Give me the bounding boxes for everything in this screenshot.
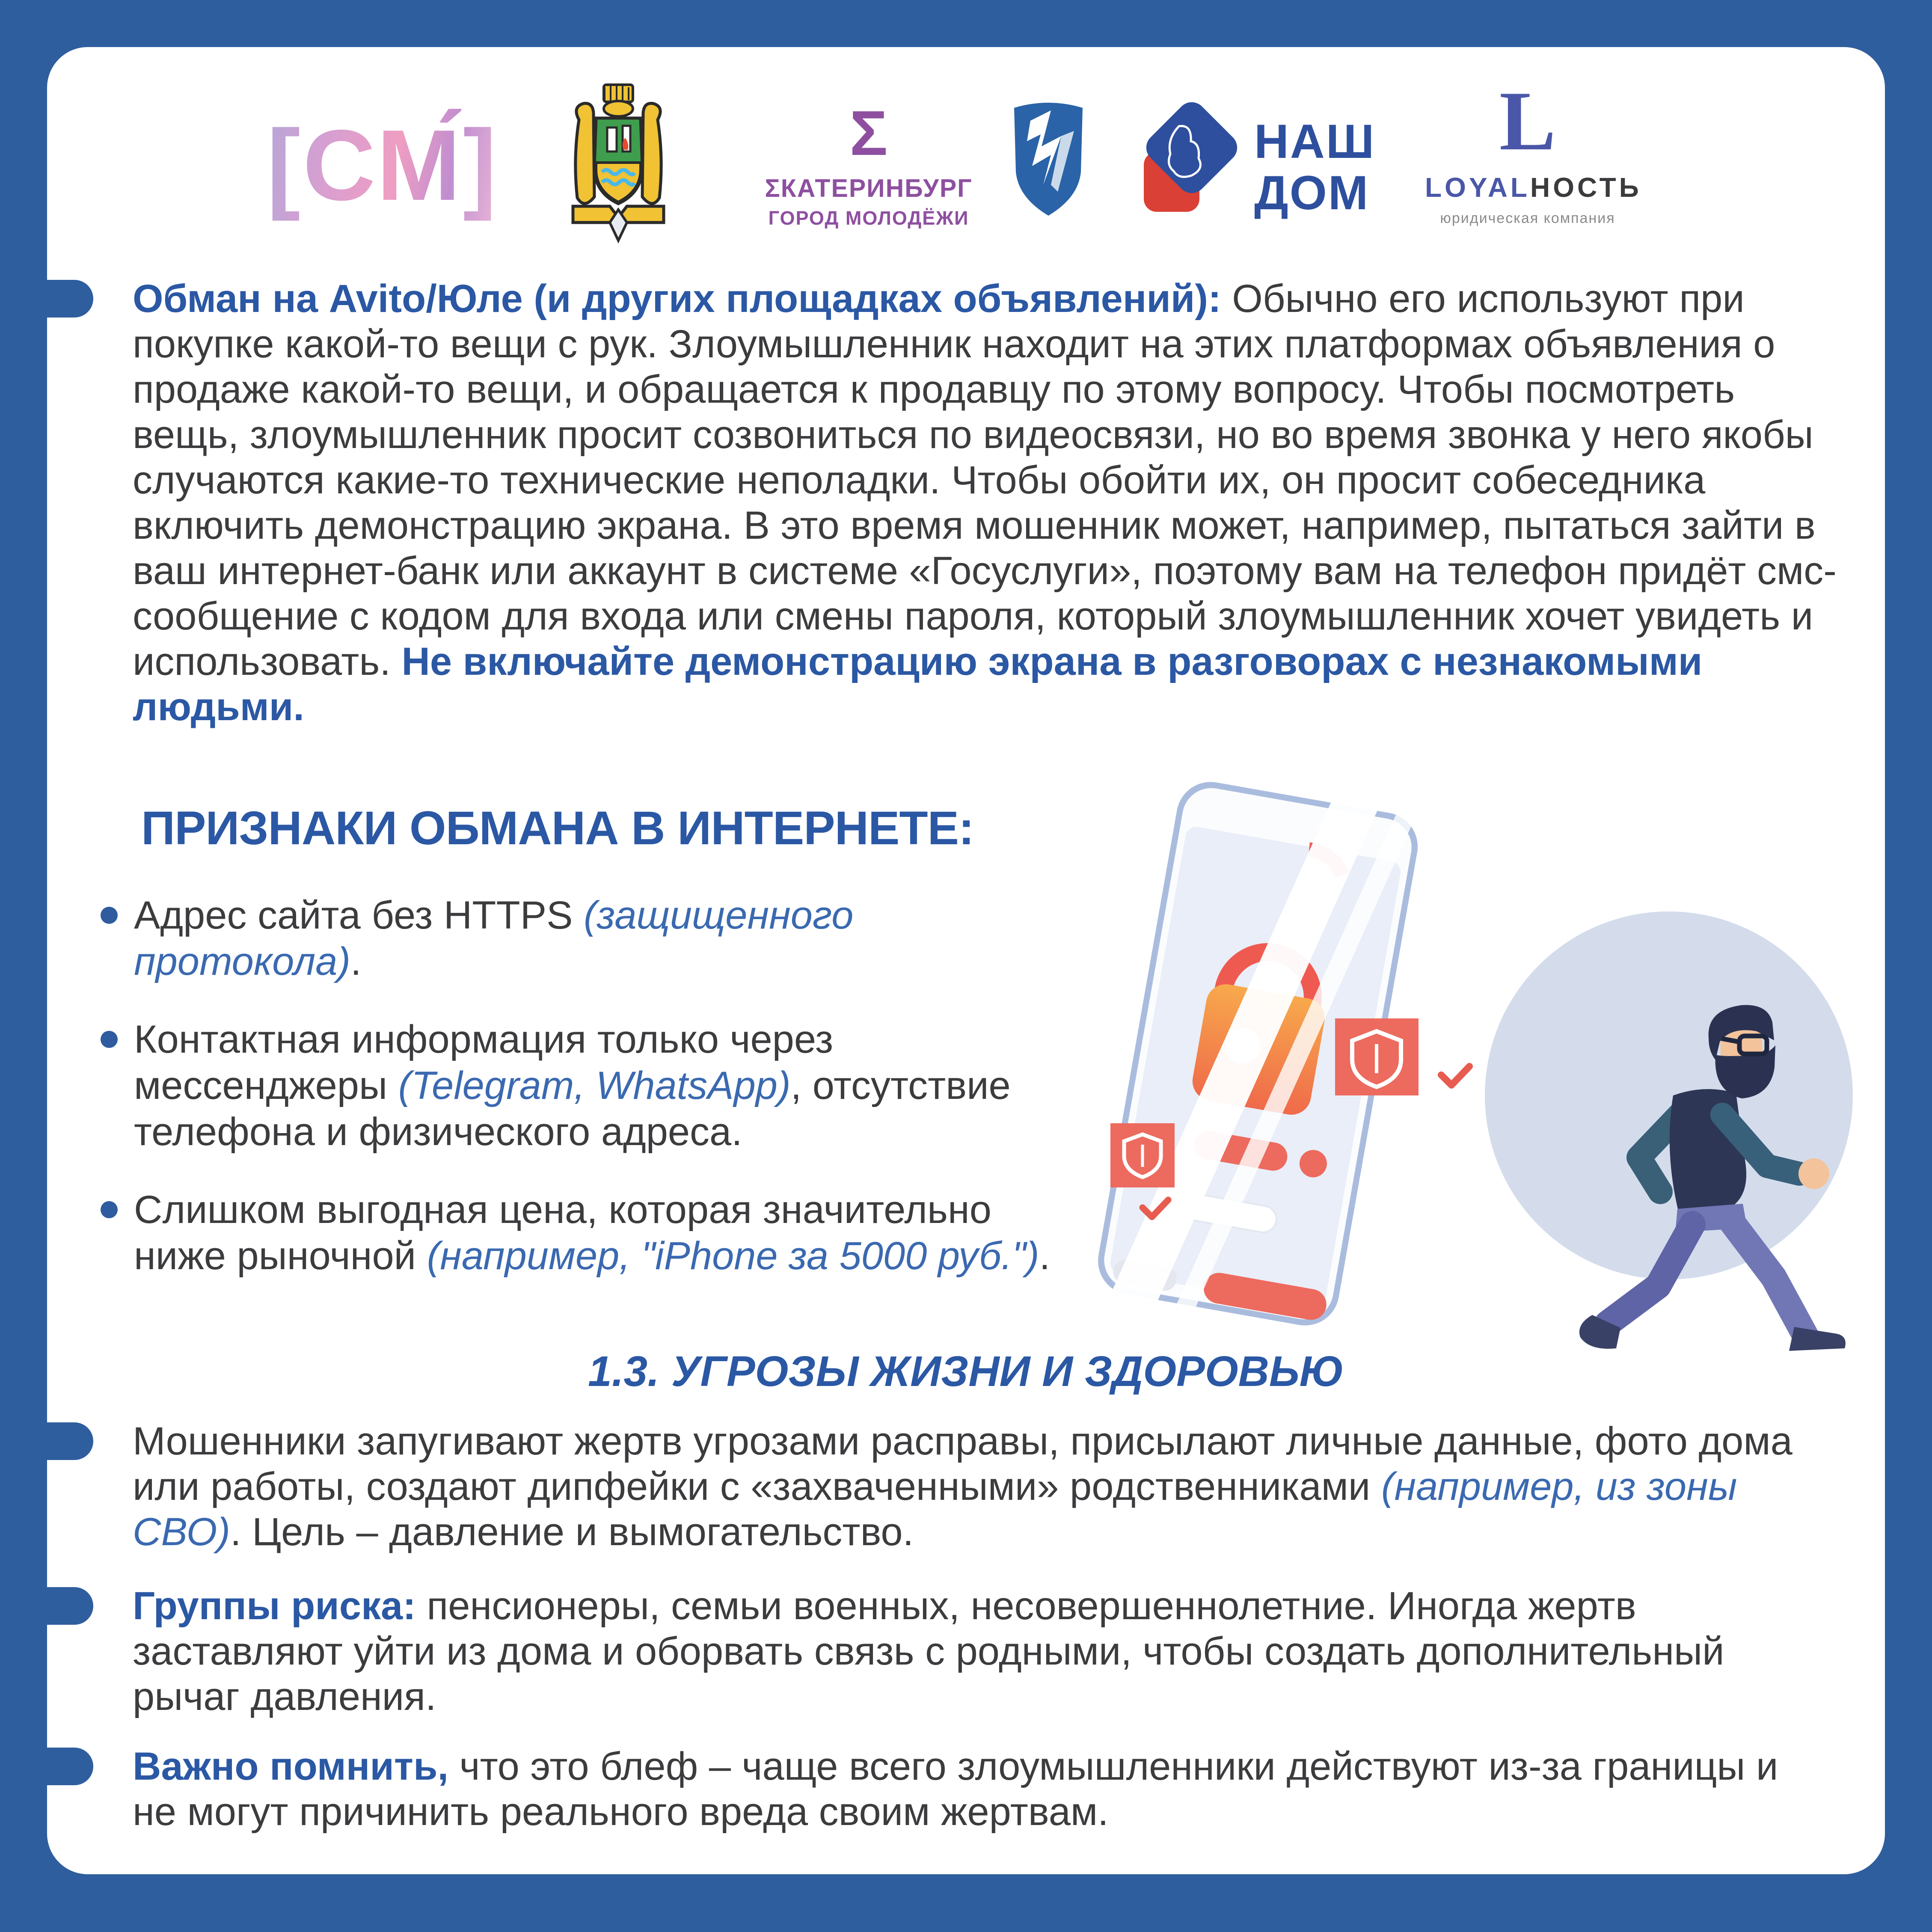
risk-groups-paragraph: Группы риска: пенсионеры, семьи военных, несовершеннолетние. Иногда жертв заставляют уйти из дома и оборвать связь с родными, чтобы создать дополнительный рычаг давления.	[133, 1584, 1724, 1718]
signs-bullet-list	[101, 892, 1061, 1311]
loyalnost-wordmark	[1425, 172, 1642, 203]
list-item	[101, 892, 1061, 985]
ekaterinburg-city-of-youth-logo	[762, 98, 976, 229]
signs-section-title: ПРИЗНАКИ ОБМАНА В ИНТЕРНЕТЕ:	[141, 802, 974, 855]
shield-emblem-icon	[1010, 95, 1087, 219]
left-accent-tab	[0, 1748, 93, 1785]
list-item	[101, 1016, 1061, 1155]
ekaterinburg-coat-of-arms-icon	[563, 81, 674, 244]
nash-dom-line2: ДОМ	[1254, 166, 1370, 220]
bullet-text: Контактная информация только через мессенджеры (Telegram, WhatsApp), отсутствие телефона и физического адреса.	[134, 1018, 1011, 1154]
left-accent-tab	[0, 1422, 93, 1460]
loyalnost-logo	[1425, 74, 1642, 227]
phone-security-illustration	[1057, 753, 1896, 1365]
loyal-part: LOYAL	[1425, 172, 1530, 203]
bullet-dot-icon	[101, 1201, 118, 1218]
bullet-dot-icon	[101, 907, 118, 924]
important-note-paragraph: Важно помнить, что это блеф – чаще всего злоумышленники действуют из-за границы и не могут причинить реального вреда своим жертвам.	[133, 1745, 1778, 1834]
list-item	[101, 1187, 1061, 1279]
nash-dom-emblem-icon	[1136, 101, 1243, 216]
nash-dom-line1: НАШ	[1254, 115, 1376, 168]
section-1-3-title: 1.3. УГРОЗЫ ЖИЗНИ И ЗДОРОВЬЮ	[588, 1347, 1344, 1395]
sigma-icon: Σ	[849, 98, 888, 169]
header-logos	[0, 0, 1932, 274]
loyalnost-subtitle: юридическая компания	[1440, 210, 1615, 226]
bullet-dot-icon	[101, 1031, 118, 1048]
sm-logo-text: [СМ́]	[267, 109, 499, 221]
threats-paragraph: Мошенники запугивают жертв угрозами расправы, присылают личные данные, фото дома или работы, создают дипфейки с «захваченными» родственниками (например, из зоны СВО). Цель – давление и вымогательство.	[133, 1419, 1793, 1554]
nash-dom-wordmark	[1254, 116, 1375, 219]
ekb-logo-line1: ΣКАТЕРИНБУРГ	[765, 174, 973, 202]
background-circle	[1485, 911, 1853, 1279]
loyalnost-monogram: L	[1499, 74, 1556, 168]
nost-part: НОСТЬ	[1530, 172, 1642, 203]
bullet-text: Слишком выгодная цена, которая значительно ниже рыночной (например, "iPhone за 5000 руб.").	[134, 1188, 1051, 1278]
sm-logo	[257, 107, 509, 223]
nash-dom-logo	[1136, 101, 1375, 219]
ekb-logo-line2: ГОРОД МОЛОДЁЖИ	[768, 207, 969, 229]
left-accent-tab	[0, 280, 93, 318]
bullet-text: Адрес сайта без HTTPS (защищенного протокола).	[134, 893, 854, 983]
shield-badge-icon	[1110, 1123, 1175, 1187]
left-accent-tab	[0, 1587, 93, 1625]
intro-paragraph: Обман на Avito/Юле (и других площадках объявлений): Обычно его используют при покупке какой-то вещи с рук. Злоумышленник находит на этих платформах объявления о продаже какой-то вещи, и обращается к продавцу по этому вопросу. Чтобы посмотреть вещь, злоумышленник просит созвониться по видеосвязи, но во время звонка у него якобы случаются какие-то технические неполадки. Чтобы обойти их, он просит собеседника включить демонстрацию экрана. В это время мошенник может, например, пытаться зайти в ваш интернет-банк или аккаунт в системе «Госуслуги», поэтому вам на телефон придёт смс-сообщение с кодом для входа или смены пароля, который злоумышленник хочет увидеть и использовать. Не включайте демонстрацию экрана в разговорах с незнакомыми людьми.	[133, 277, 1837, 729]
shield-badge-icon	[1335, 1018, 1419, 1095]
check-icon	[1441, 1066, 1469, 1085]
